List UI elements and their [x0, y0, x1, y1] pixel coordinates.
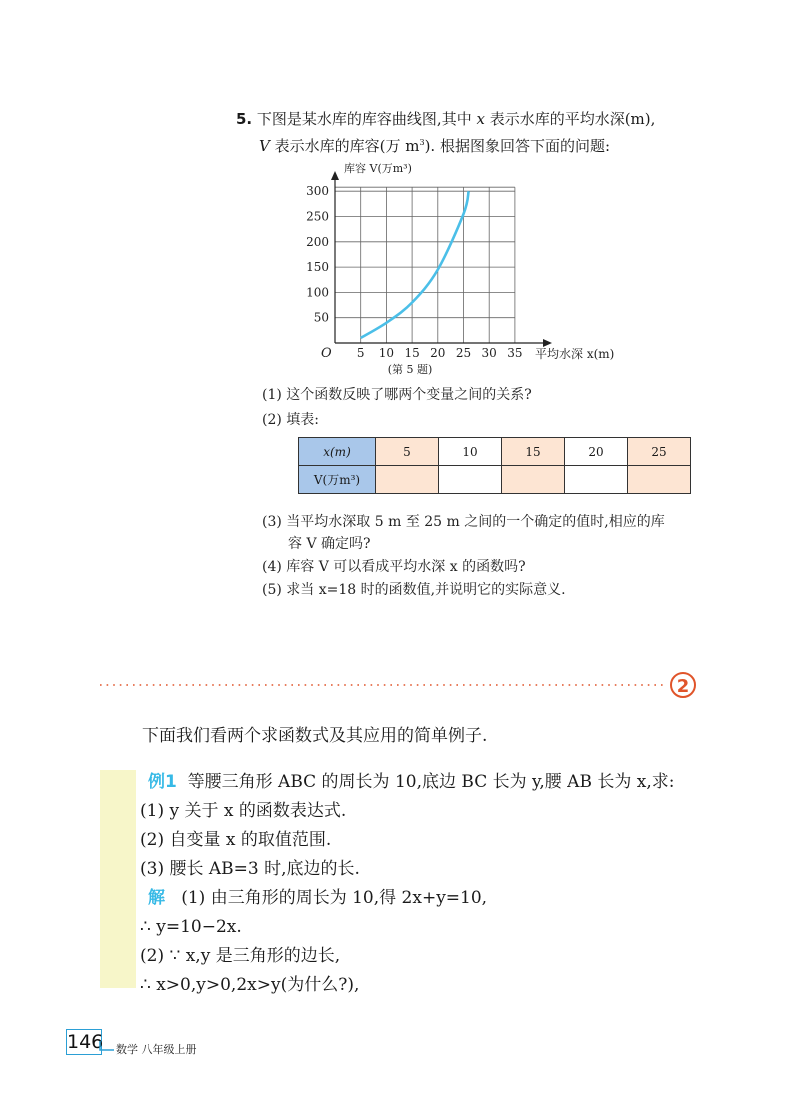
question-5: (5) 求当 x=18 时的函数值,并说明它的实际意义. [262, 582, 566, 598]
problem-text: ). 根据图象回答下面的问题: [424, 137, 611, 155]
solution-label: 解 [148, 888, 165, 908]
x-tick-label: 30 [481, 346, 497, 360]
fill-in-table [298, 437, 691, 494]
table-blank-cell [565, 466, 628, 494]
x-axis-arrow [543, 339, 552, 347]
section-divider [0, 660, 800, 710]
question-2: (2) 填表: [262, 412, 319, 428]
y-tick-label: 150 [306, 260, 329, 275]
table-blank-cell [376, 466, 439, 494]
section-intro: 下面我们看两个求函数式及其应用的简单例子. [142, 726, 488, 746]
example-label: 例1 [148, 772, 177, 792]
table-cell: 5 [376, 438, 439, 466]
chart-axes [331, 171, 552, 347]
table-blank-cell [439, 466, 502, 494]
chart-grid [335, 187, 515, 343]
table-cell: 15 [502, 438, 565, 466]
capacity-chart [0, 0, 800, 400]
x-tick-label: 25 [455, 346, 472, 360]
y-tick-label: 200 [306, 234, 329, 249]
example-line7: (2) ∵ x,y 是三角形的边长, [140, 946, 341, 966]
table-cell: 10 [439, 438, 502, 466]
row-head-V: V(万m³) [299, 466, 376, 494]
example-line6: ∴ y=10−2x. [140, 917, 242, 937]
y-tick-label: 50 [313, 310, 329, 325]
y-tick-label: 300 [306, 184, 329, 199]
chart-caption: (第 5 题) [387, 363, 433, 376]
x-tick-label: 15 [404, 346, 420, 360]
book-title: 数学 八年级上册 [116, 1043, 197, 1056]
example-text: 等腰三角形 ABC 的周长为 10,底边 BC 长为 y,腰 AB 长为 x,求: [187, 772, 675, 792]
section-marker: 2 [676, 676, 690, 697]
example-text: (1) 由三角形的周长为 10,得 2x+y=10, [181, 888, 488, 908]
example-line3: (2) 自变量 x 的取值范围. [140, 830, 332, 850]
question-3a: (3) 当平均水深取 5 m 至 25 m 之间的一个确定的值时,相应的库 [262, 514, 665, 530]
question-4: (4) 库容 V 可以看成平均水深 x 的函数吗? [262, 559, 526, 575]
y-tick-label: 250 [306, 209, 329, 224]
table-cell: 20 [565, 438, 628, 466]
example-line2: (1) y 关于 x 的函数表达式. [140, 801, 347, 821]
capacity-curve [361, 191, 469, 338]
example-sidebar [100, 770, 136, 988]
problem-text: 下图是某水库的库容曲线图,其中 [256, 110, 477, 128]
example-line8: ∴ x>0,y>0,2x>y(为什么?), [140, 975, 360, 995]
var-V: V [259, 137, 270, 155]
x-tick-label: 10 [378, 346, 395, 360]
y-axis-arrow [331, 171, 339, 180]
table-cell: 25 [628, 438, 691, 466]
question-3b: 容 V 确定吗? [288, 536, 371, 552]
x-tick-label: 35 [507, 346, 523, 360]
table-blank-cell [502, 466, 565, 494]
example-line1 [148, 768, 674, 797]
problem-text: 表示水库的平均水深(m), [484, 110, 656, 128]
origin-label: O [321, 346, 332, 361]
superscript: 3 [419, 138, 425, 147]
table-row-x [299, 438, 691, 466]
y-tick-label: 100 [306, 285, 329, 300]
table-row-V [299, 466, 691, 494]
row-head-x: x(m) [299, 438, 376, 466]
chart-ticks [306, 184, 522, 360]
var-x: x [476, 110, 485, 128]
y-axis-label: 库容 V(万m³) [344, 162, 412, 175]
example-line4: (3) 腰长 AB=3 时,底边的长. [140, 859, 360, 879]
page-tab-icon [98, 1040, 118, 1054]
question-1: (1) 这个函数反映了哪两个变量之间的关系? [262, 387, 532, 403]
x-tick-label: 5 [356, 346, 365, 360]
problem-text: 表示水库的库容(万 m [269, 137, 420, 155]
problem-number: 5. [236, 110, 253, 128]
example-line5 [148, 884, 487, 913]
page-number: 146 [67, 1031, 104, 1053]
x-axis-label: 平均水深 x(m) [535, 347, 615, 361]
x-tick-label: 20 [430, 346, 446, 360]
table-blank-cell [628, 466, 691, 494]
